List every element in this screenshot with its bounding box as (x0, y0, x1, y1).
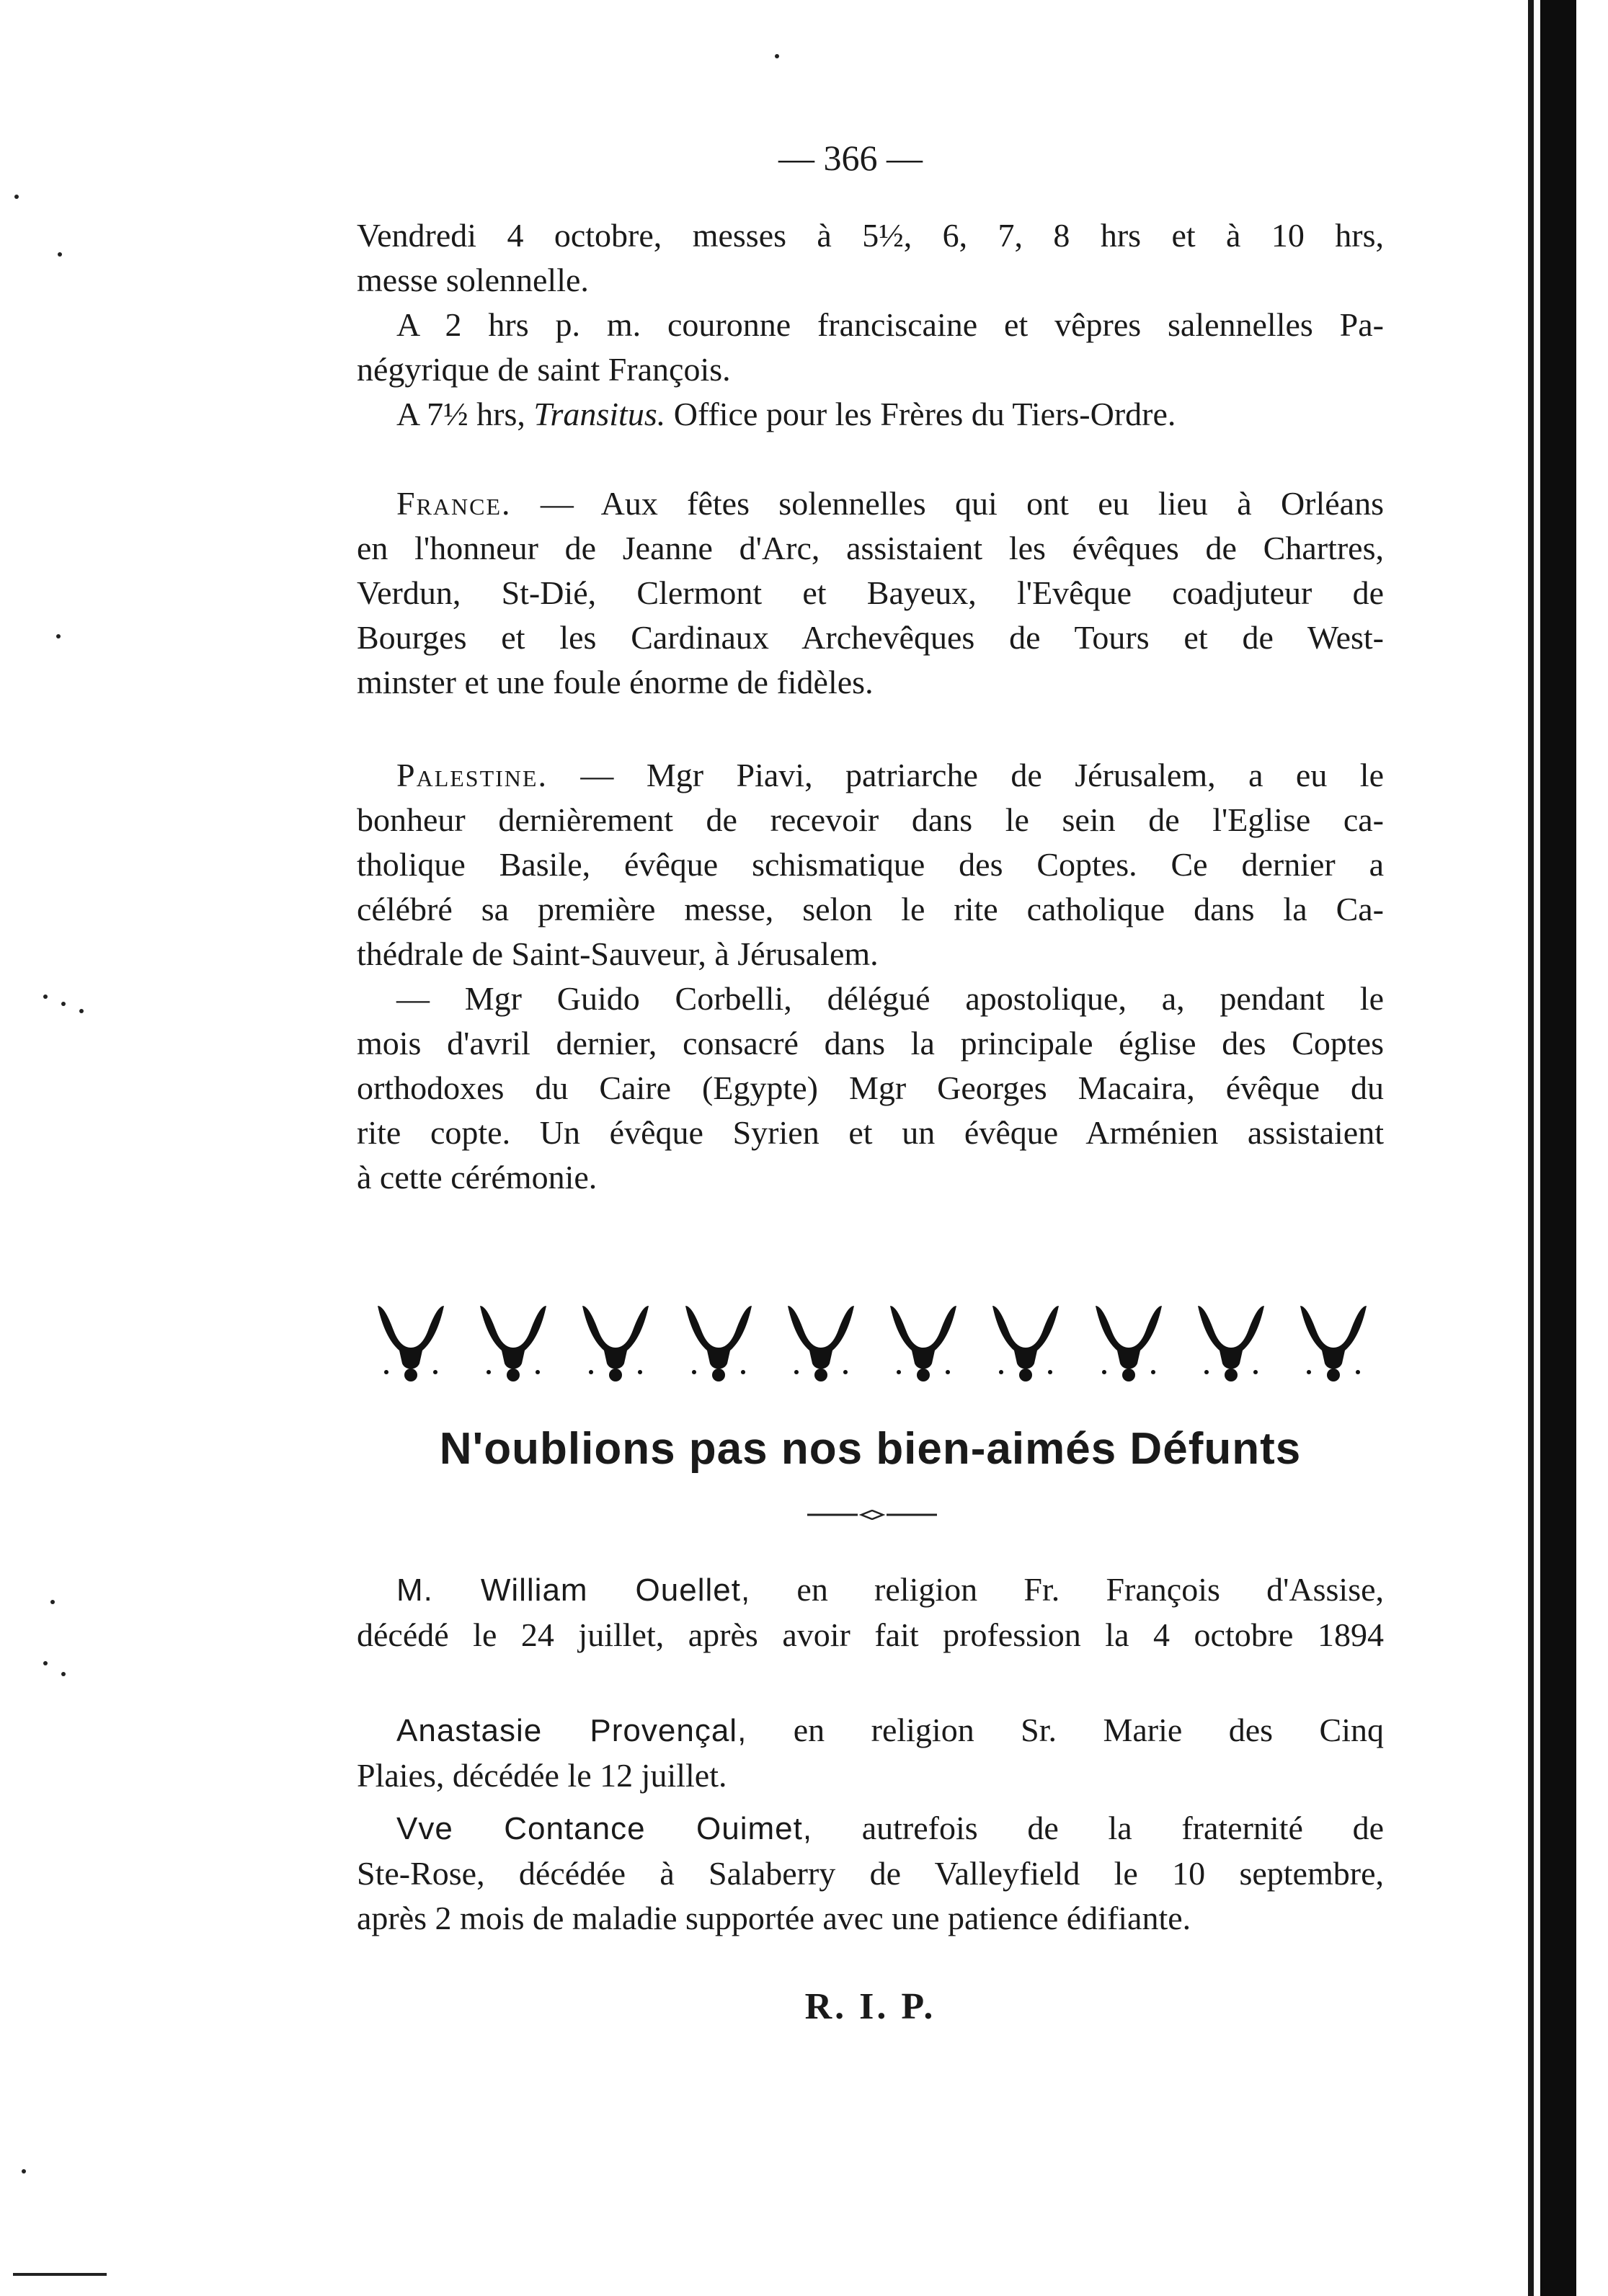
rip-closing: R. I. P. (804, 1986, 936, 2027)
lotus-ornament-icon (785, 1297, 857, 1384)
palestine-line-4: célébré sa première messe, selon le rite catholique dans la Ca- (357, 891, 1384, 927)
defunt-2-name: Anastasie Provençal, (396, 1713, 747, 1748)
defunts-title: N'oublions pas nos bien-aimés Défunts (439, 1424, 1302, 1474)
lotus-ornament-icon (1297, 1297, 1369, 1384)
defunt-3-line-3: après 2 mois de maladie supportée avec une patience édifiante. (357, 1900, 1191, 1936)
evening-line (357, 392, 1384, 437)
defunt-2-line-2: Plaies, décédée le 12 juillet. (357, 1757, 727, 1794)
lotus-ornament-icon (375, 1297, 447, 1384)
friday-line-2: messe solennelle. (357, 262, 589, 298)
corbelli-line-4: rite copte. Un évêque Syrien et un évêque Arménien assistaient (357, 1114, 1384, 1151)
defunt-entry-1 (357, 1567, 1384, 1658)
defunt-entry-3 (357, 1806, 1384, 1941)
corbelli-line-2: mois d'avril dernier, consacré dans la principale église des Coptes (357, 1025, 1384, 1062)
lotus-ornament-icon (477, 1297, 549, 1384)
palestine-line-5: thédrale de Saint-Sauveur, à Jérusalem. (357, 935, 879, 972)
title-divider-icon (807, 1510, 937, 1520)
defunt-3-name: Vve Contance Ouimet, (396, 1811, 813, 1846)
france-line-4: Bourges et les Cardinaux Archevêques de Tours et de West- (357, 619, 1384, 656)
france-label: France. (396, 485, 512, 522)
evening-rest: Office pour les Frères du Tiers-Ordre. (665, 396, 1176, 432)
france-line-5: minster et une foule énorme de fidèles. (357, 664, 874, 700)
scan-edge-bar (1540, 0, 1576, 2296)
afternoon-line-2: négyrique de saint François. (357, 351, 731, 388)
defunt-entry-2 (357, 1708, 1384, 1798)
schedule-block (357, 213, 1384, 437)
lotus-ornament-icon (1195, 1297, 1267, 1384)
france-line-1: France. — Aux fêtes solennelles qui ont eu lieu à Orléans (396, 485, 1384, 522)
defunt-1-line-2: décédé le 24 juillet, après avoir fait profession la 4 octobre 1894 (357, 1616, 1384, 1653)
palestine-line-1: Palestine. — Mgr Piavi, patriarche de Jérusalem, a eu le (396, 757, 1384, 793)
palestine-paragraph (357, 753, 1384, 1200)
lotus-ornament-icon (579, 1297, 652, 1384)
transitus-italic: Transitus. (533, 396, 666, 432)
france-line-2: en l'honneur de Jeanne d'Arc, assistaient les évêques de Chartres, (357, 530, 1384, 566)
france-paragraph (357, 481, 1384, 705)
defunt-1-name: M. William Ouellet, (396, 1572, 751, 1608)
palestine-line-3: tholique Basile, évêque schismatique des Coptes. Ce dernier a (357, 846, 1384, 883)
defunt-2-line-1: Anastasie Provençal, en religion Sr. Marie des Cinq (396, 1712, 1384, 1748)
scan-edge-line (1528, 0, 1534, 2296)
lotus-ornament-icon (990, 1297, 1062, 1384)
friday-line-1: Vendredi 4 octobre, messes à 5½, 6, 7, 8 hrs et à 10 hrs, (357, 217, 1384, 254)
palestine-label: Palestine. (396, 757, 548, 793)
corbelli-line-5: à cette cérémonie. (357, 1159, 598, 1196)
defunt-3-line-1: Vve Contance Ouimet, autrefois de la fraternité de (396, 1810, 1384, 1846)
lotus-ornament-icon (1093, 1297, 1165, 1384)
evening-prefix: A 7½ hrs, (396, 396, 534, 432)
france-line-3: Verdun, St-Dié, Clermont et Bayeux, l'Evêque coadjuteur de (357, 574, 1384, 611)
defunt-1-line-1: M. William Ouellet, en religion Fr. François d'Assise, (396, 1571, 1385, 1608)
lotus-ornament-icon (887, 1297, 959, 1384)
page-number: — 366 — (778, 138, 923, 178)
scan-bottom-rule (13, 2273, 107, 2276)
ornament-row (375, 1297, 1369, 1384)
corbelli-line-1: — Mgr Guido Corbelli, délégué apostolique, a, pendant le (396, 980, 1384, 1017)
corbelli-line-3: orthodoxes du Caire (Egypte) Mgr Georges Macaira, évêque du (357, 1069, 1384, 1106)
lotus-ornament-icon (683, 1297, 755, 1384)
palestine-line-2: bonheur dernièrement de recevoir dans le sein de l'Eglise ca- (357, 801, 1384, 838)
defunt-3-line-2: Ste-Rose, décédée à Salaberry de Valleyfield le 10 septembre, (357, 1855, 1384, 1892)
afternoon-line-1: A 2 hrs p. m. couronne franciscaine et vêpres salennelles Pa- (396, 306, 1384, 343)
